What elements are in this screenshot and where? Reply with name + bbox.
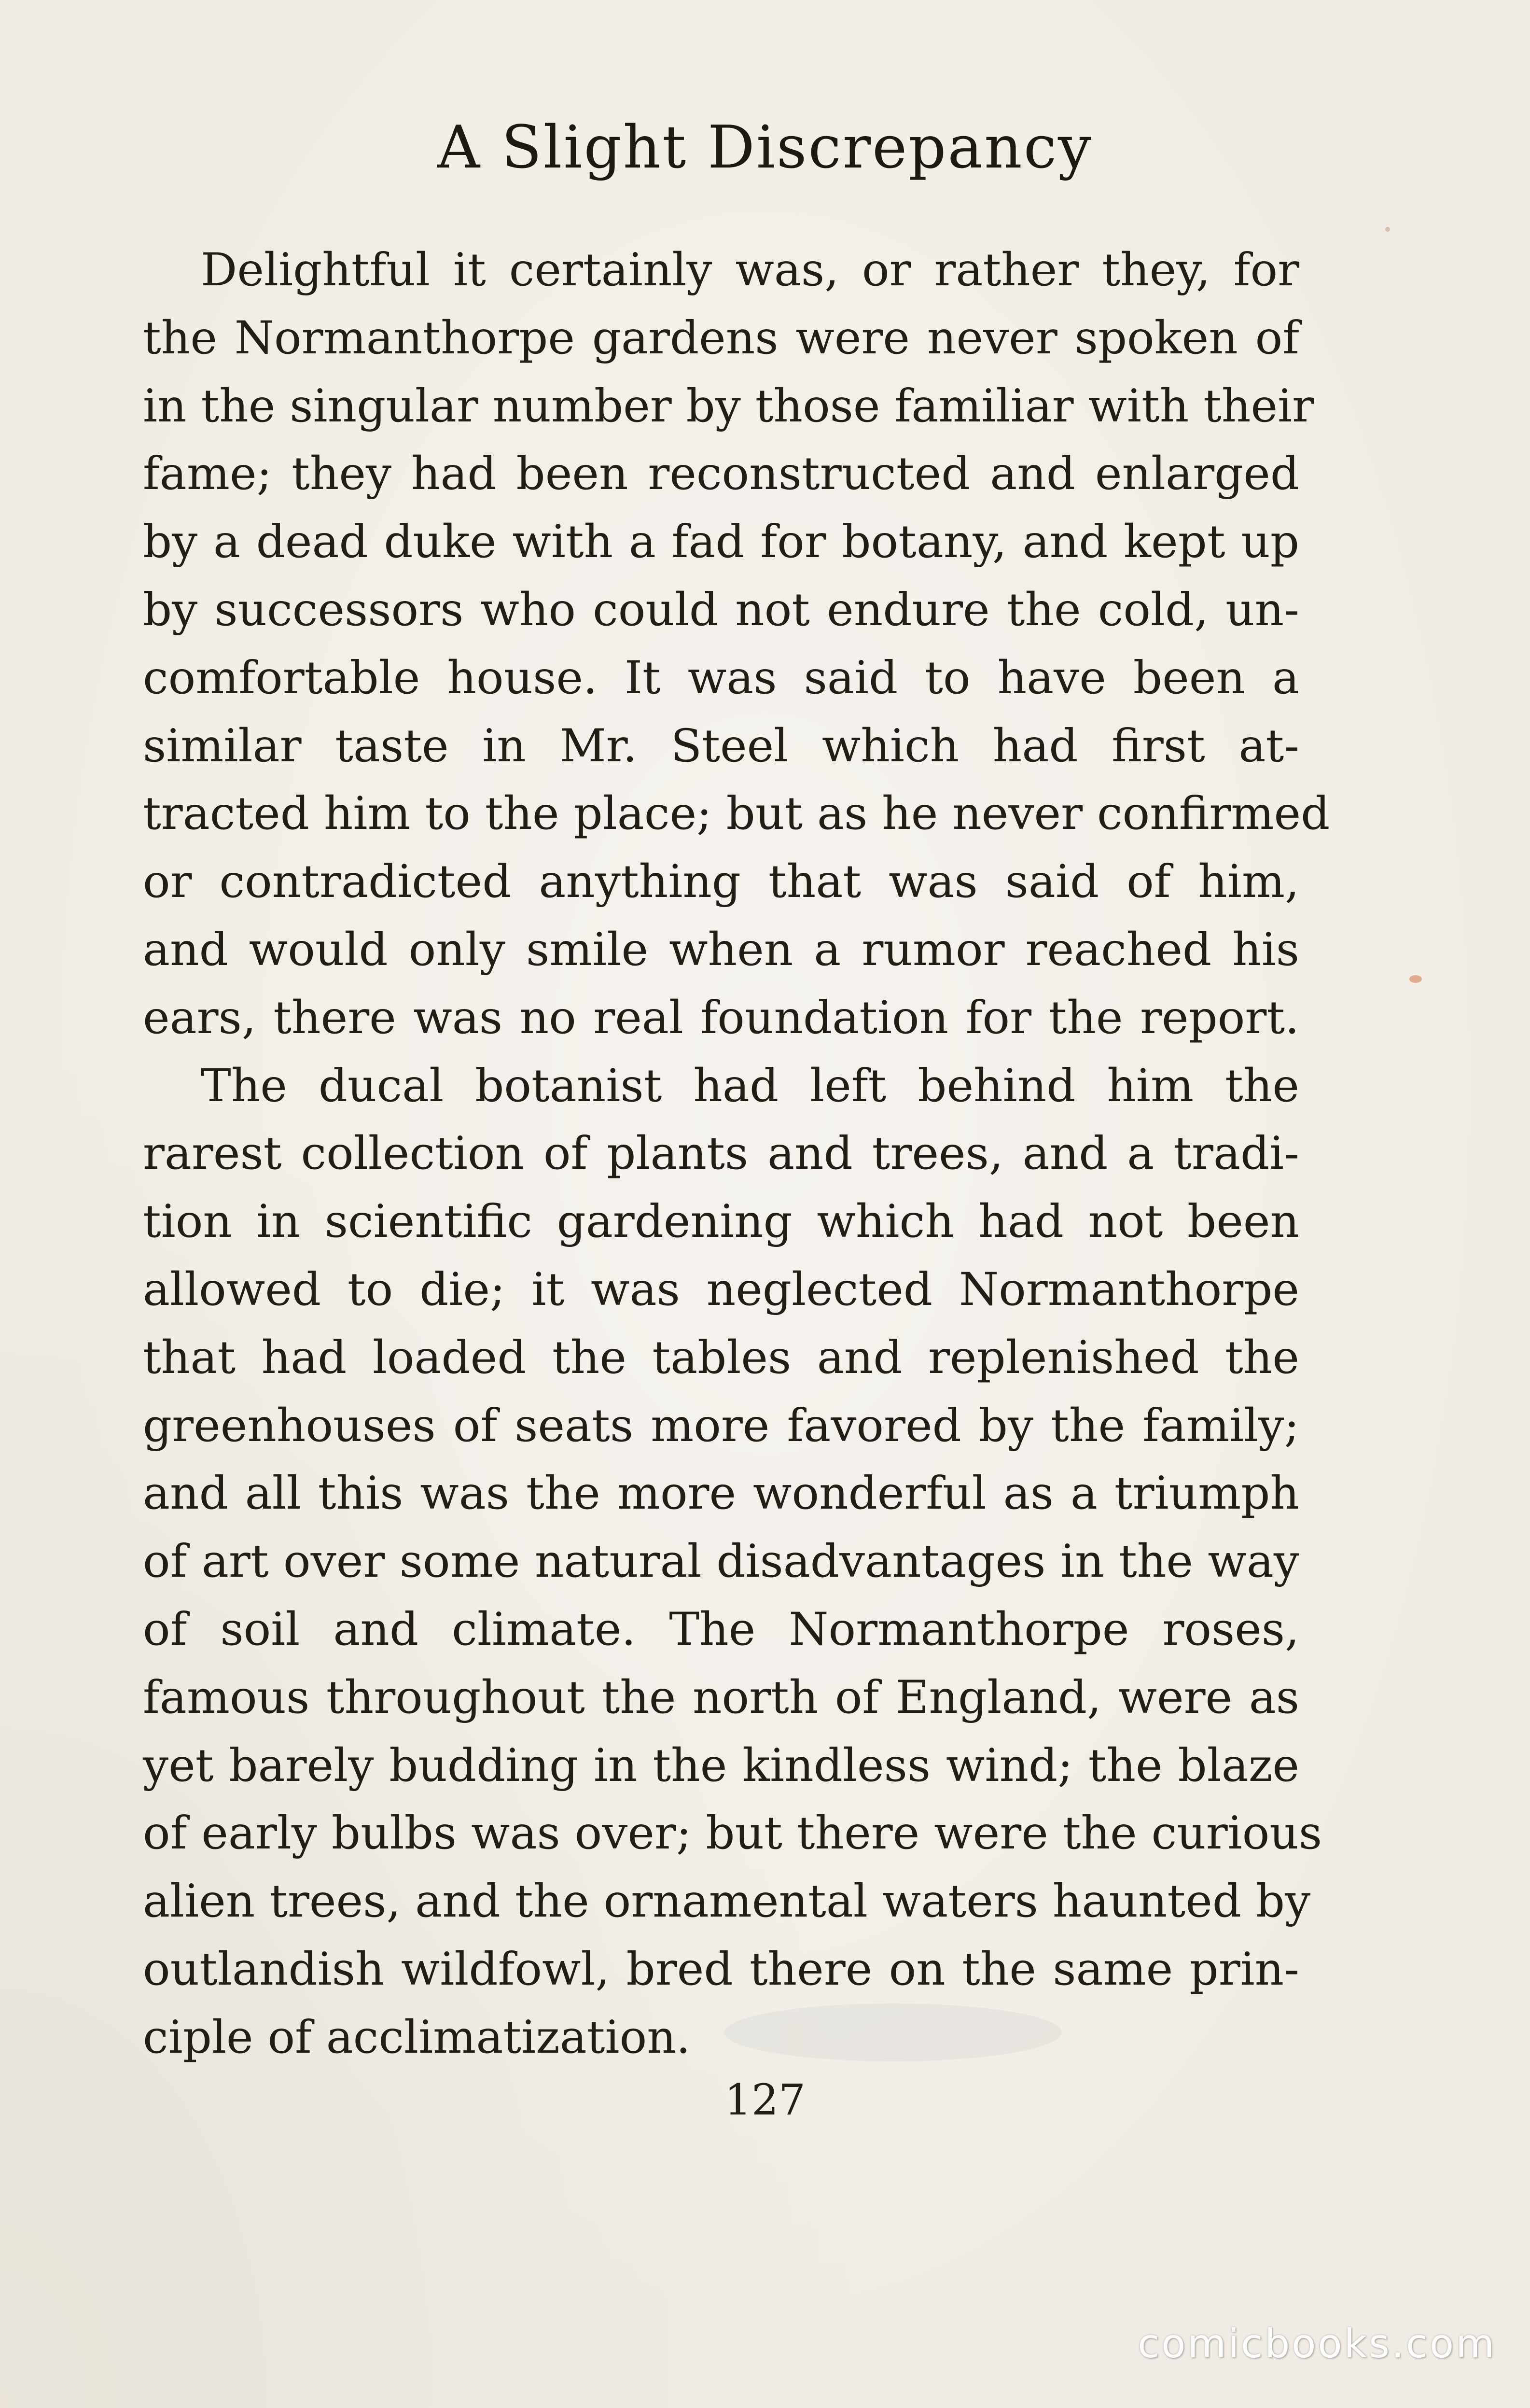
text-line: ciple of acclimatization. <box>143 2011 691 2064</box>
text-line: yet barely budding in the kindless wind; the blaze <box>143 1739 1299 1792</box>
text-line: rarest collection of plants and trees, and a tradi- <box>143 1127 1299 1180</box>
text-line: in the singular number by those familiar with their <box>143 379 1314 433</box>
text-line: alien trees, and the ornamental waters haunted by <box>143 1875 1311 1928</box>
text-line: that had loaded the tables and replenished the <box>143 1331 1299 1384</box>
paragraph <box>143 237 1330 1052</box>
text-line: allowed to die; it was neglected Normanthorpe <box>143 1263 1299 1316</box>
text-line: and would only smile when a rumor reached his <box>143 923 1299 976</box>
text-line: of early bulbs was over; but there were the curious <box>143 1807 1322 1860</box>
page-number: 127 <box>724 2075 806 2125</box>
page-stain <box>1409 975 1422 983</box>
text-line: tion in scientific gardening which had not been <box>143 1195 1299 1248</box>
text-line: comfortable house. It was said to have been a <box>143 651 1299 704</box>
text-line: by successors who could not endure the cold, un- <box>143 583 1299 636</box>
text-line: of art over some natural disadvantages in the way <box>143 1535 1299 1588</box>
text-line: of soil and climate. The Normanthorpe roses, <box>143 1603 1299 1656</box>
running-head: A Slight Discrepancy <box>437 113 1093 182</box>
text-line: or contradicted anything that was said of him, <box>143 855 1299 909</box>
text-line: and all this was the more wonderful as a triumph <box>143 1467 1299 1520</box>
text-line: by a dead duke with a fad for botany, and kept up <box>143 516 1299 569</box>
text-line: ears, there was no real foundation for the report. <box>143 991 1299 1044</box>
watermark: comicbooks.com <box>1138 2321 1496 2367</box>
text-line: similar taste in Mr. Steel which had first at- <box>143 719 1299 772</box>
page-stain <box>1385 227 1390 232</box>
paragraph <box>143 1052 1322 2072</box>
text-line: tracted him to the place; but as he never confirmed <box>143 787 1330 840</box>
text-line: Delightful it certainly was, or rather they, for <box>201 244 1299 296</box>
text-line: the Normanthorpe gardens were never spoken of <box>143 311 1299 364</box>
text-line: The ducal botanist had left behind him the <box>201 1059 1299 1112</box>
text-line: outlandish wildfowl, bred there on the same prin- <box>143 1943 1299 1996</box>
text-line: famous throughout the north of England, were as <box>143 1671 1299 1724</box>
body-text <box>143 237 1330 2072</box>
text-line: greenhouses of seats more favored by the family; <box>143 1399 1299 1452</box>
text-line: fame; they had been reconstructed and enlarged <box>143 448 1299 501</box>
